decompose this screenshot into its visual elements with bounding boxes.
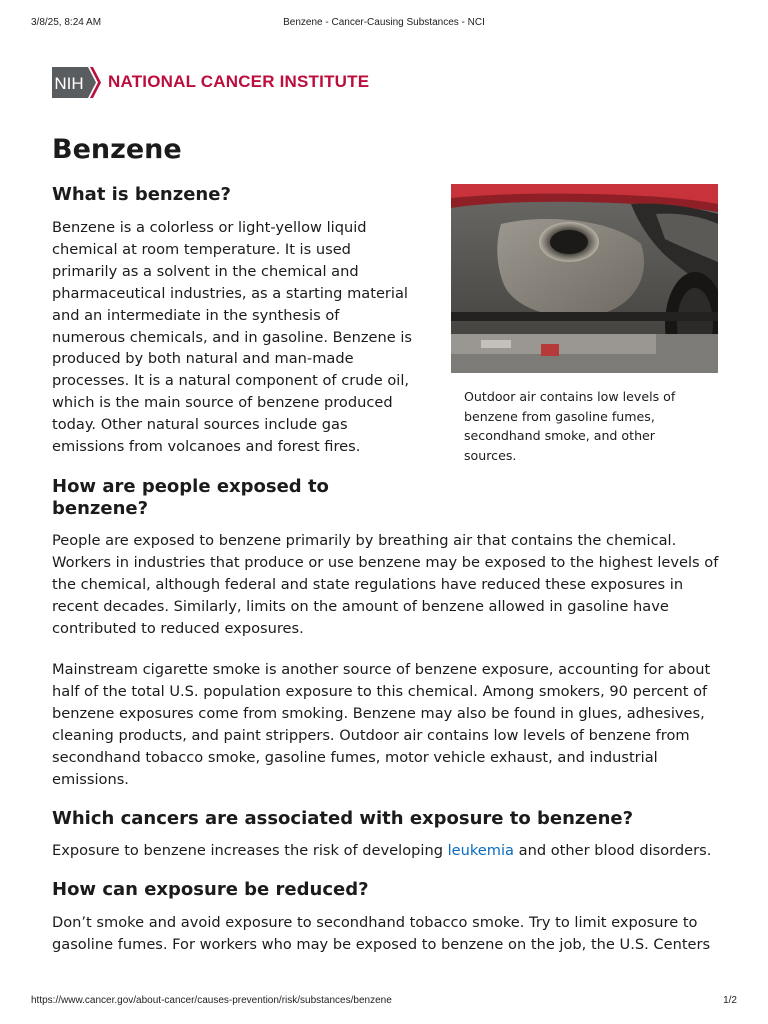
- section-paragraph-reduce-exposure: Don’t smoke and avoid exposure to secondhand tobacco smoke. Try to limit exposure to gasoline fumes. For workers who may be exposed to benzene on the job, the U.S. Centers: [52, 914, 711, 953]
- section-paragraph-cancers: [52, 840, 722, 862]
- exhaust-pipe-photo: [451, 184, 718, 373]
- figure-caption: Outdoor air contains low levels of benzene from gasoline fumes, secondhand smoke, and other sources.: [464, 389, 676, 463]
- article: [52, 130, 722, 953]
- print-page-number: 1/2: [723, 995, 737, 1006]
- print-header: [0, 17, 768, 31]
- article-figure: [451, 184, 718, 465]
- section-heading-reduce-exposure: How can exposure be reduced?: [52, 879, 369, 900]
- page-title: Benzene: [52, 134, 182, 165]
- institute-name: NATIONAL CANCER INSTITUTE: [108, 72, 370, 91]
- leukemia-link[interactable]: leukemia: [447, 842, 514, 859]
- section-heading-exposure: How are people exposed to benzene?: [52, 476, 329, 519]
- print-page-title: Benzene - Cancer-Causing Substances - NCI: [283, 17, 485, 28]
- nih-badge-icon: [52, 67, 102, 98]
- section-paragraph-exposure-2: Mainstream cigarette smoke is another source of benzene exposure, accounting for about half of the total U.S. population exposure to this chemical. Among smokers, 90 percent of benzene exposures come from smoking. Benzene may also be found in glues, adhesives, cleaning products, and paint strippers. Outdoor air contains low levels of benzene from secondhand tobacco smoke, gasoline fumes, motor vehicle exhaust, and industrial emissions.: [52, 661, 711, 788]
- section-heading-what-is: What is benzene?: [52, 184, 231, 205]
- cancers-text-before-link: Exposure to benzene increases the risk of developing: [52, 842, 448, 859]
- section-paragraph-exposure-1: People are exposed to benzene primarily by breathing air that contains the chemical. Workers in industries that produce or use benzene may be exposed to the highest levels of the chemical, although federal and state regulations have reduced these exposures in recent decades. Similarly, limits on the amount of benzene allowed in gasoline have contributed to reduced exposures.: [52, 532, 719, 637]
- section-paragraph-what-is: Benzene is a colorless or light-yellow liquid chemical at room temperature. It is used primarily as a solvent in the chemical and pharmaceutical industries, as a starting material and an intermediate in the synthesis of numerous chemicals, and in gasoline. Benzene is produced by both natural and man-made processes. It is a natural component of crude oil, which is the main source of benzene produced today. Other natural sources include gas emissions from volcanoes and forest fires.: [52, 219, 413, 456]
- cancers-text-after-link: and other blood disorders.: [514, 842, 712, 859]
- print-url: https://www.cancer.gov/about-cancer/causes-prevention/risk/substances/benzene: [31, 995, 392, 1006]
- print-datetime: 3/8/25, 8:24 AM: [31, 17, 102, 28]
- section-heading-cancers: Which cancers are associated with exposure to benzene?: [52, 808, 634, 829]
- print-footer: [0, 995, 768, 1009]
- nci-logo[interactable]: [52, 66, 369, 98]
- nih-badge-text: NIH: [54, 73, 84, 93]
